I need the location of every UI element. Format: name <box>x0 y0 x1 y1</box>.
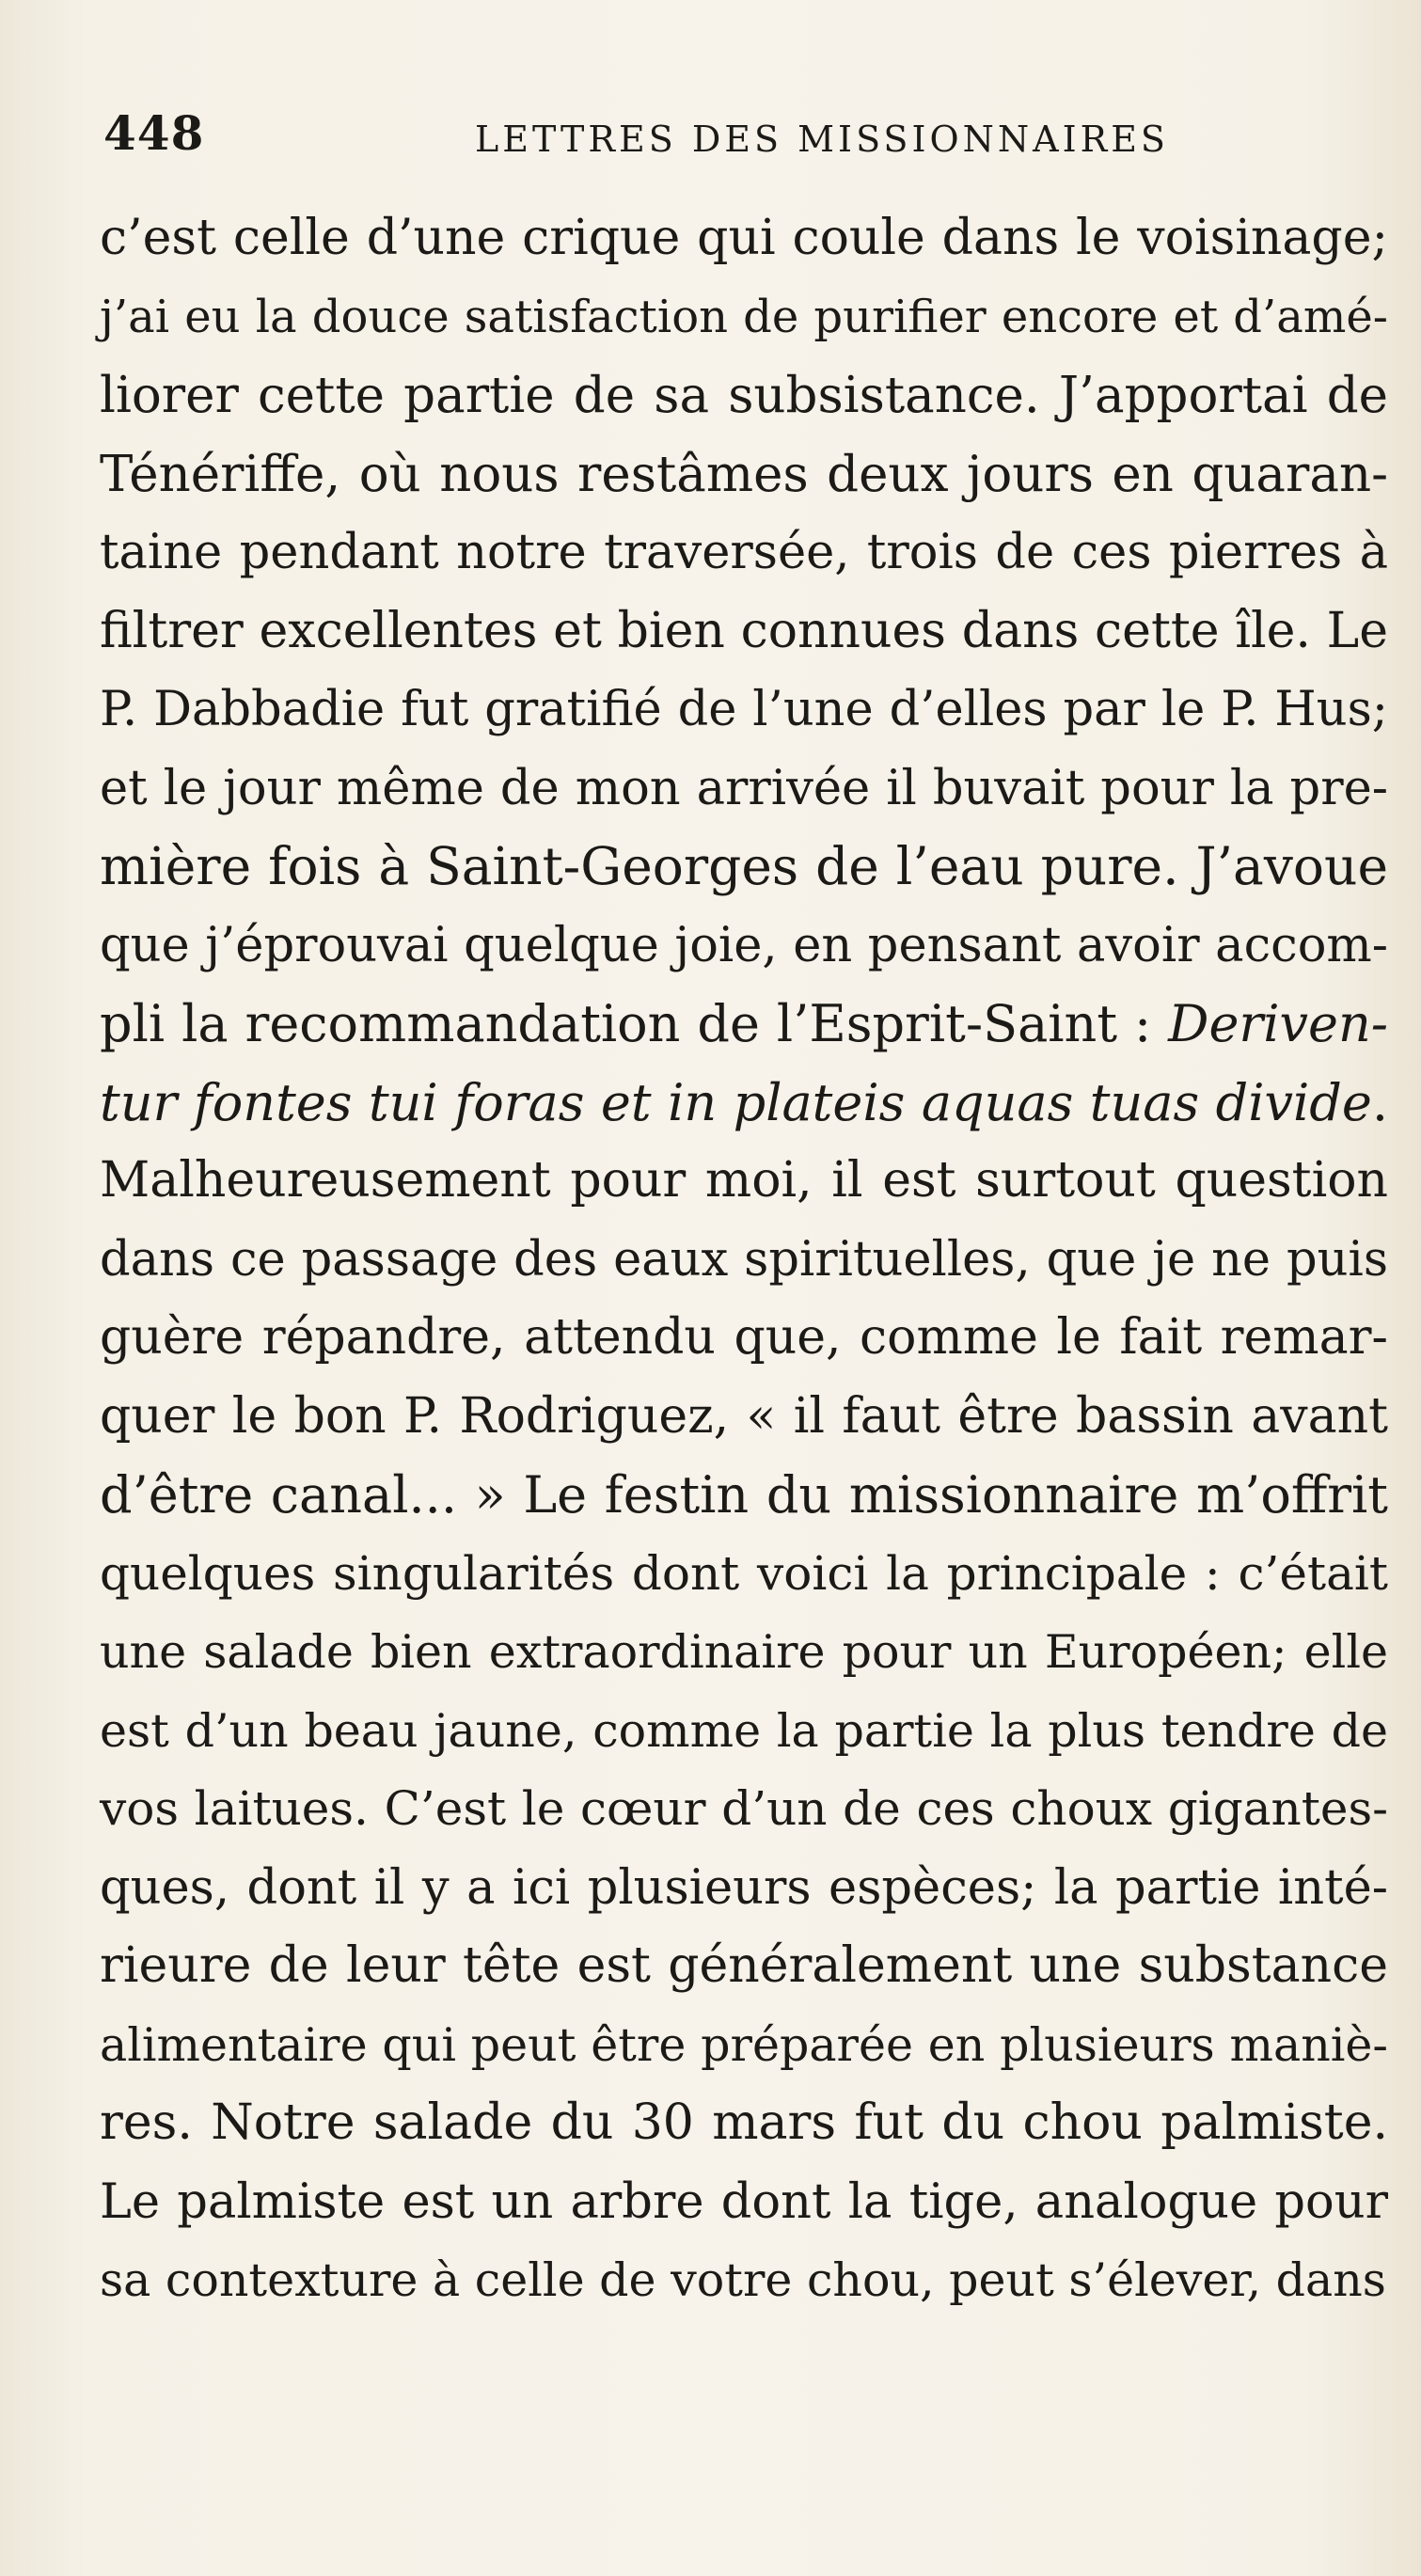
text-line: et le jour même de mon arrivée il buvait pour la pre- <box>100 760 1388 816</box>
text-line: liorer cette partie de sa subsistance. J’apportai de <box>100 367 1388 424</box>
text-line: P. Dabbadie fut gratifié de l’une d’elles par le P. Hus; <box>100 682 1388 737</box>
text-line: sa contexture à celle de votre chou, peut s’élever, dans <box>100 2253 1386 2307</box>
text-line: mière fois à Saint-Georges de l’eau pure. J’avoue <box>100 836 1388 896</box>
text-line: alimentaire qui peut être préparée en plusieurs maniè- <box>100 2017 1388 2072</box>
text-line: rieure de leur tête est généralement une substance <box>100 1937 1388 1994</box>
running-title: LETTRES DES MISSIONNAIRES <box>475 119 1169 160</box>
text-line: que j’éprouvai quelque joie, en pensant avoir accom- <box>100 917 1388 973</box>
text-line: est d’un beau jaune, comme la partie la plus tendre de <box>100 1703 1388 1758</box>
page-number: 448 <box>103 105 205 161</box>
text-line: pli la recommandation de l’Esprit-Saint : Deriven- <box>100 994 1388 1053</box>
text-line: taine pendant notre traversée, trois de ces pierres à <box>100 525 1388 580</box>
text-line: vos laitues. C’est le cœur d’un de ces choux gigantes- <box>100 1781 1388 1836</box>
text-line: d’être canal... » Le festin du missionnaire m’offrit <box>100 1465 1388 1525</box>
text-line: quelques singularités dont voici la principale : c’était <box>100 1545 1388 1601</box>
text-line: quer le bon P. Rodriguez, « il faut être bassin avant <box>100 1387 1388 1445</box>
text-line: res. Notre salade du 30 mars fut du chou palmiste. <box>100 2094 1388 2151</box>
running-head <box>103 105 1401 171</box>
text-line: Ténériffe, où nous restâmes deux jours en quaran- <box>100 445 1388 503</box>
body-text <box>100 199 1388 2320</box>
text-line: filtrer excellentes et bien connues dans cette île. Le <box>100 602 1388 659</box>
text-line: Le palmiste est un arbre dont la tige, analogue pour <box>100 2173 1388 2230</box>
text-line: j’ai eu la douce satisfaction de purifier encore et d’amé- <box>100 290 1388 343</box>
text-line: une salade bien extraordinaire pour un Européen; elle <box>100 1625 1388 1679</box>
text-line: c’est celle d’une crique qui coule dans le voisinage; <box>100 210 1388 266</box>
text-line: Malheureusement pour moi, il est surtout question <box>100 1152 1388 1209</box>
text-line: dans ce passage des eaux spirituelles, que je ne puis <box>100 1231 1388 1288</box>
latin-quotation: Deriven- <box>1168 994 1388 1053</box>
text-line: ques, dont il y a ici plusieurs espèces; la partie inté- <box>100 1859 1388 1916</box>
latin-quotation: tur fontes tui foras et in plateis aquas tuas divide <box>100 1072 1372 1132</box>
text-line: guère répandre, attendu que, comme le fait remar- <box>100 1309 1388 1366</box>
text-line: tur fontes tui foras et in plateis aquas tuas divide. <box>100 1072 1388 1132</box>
